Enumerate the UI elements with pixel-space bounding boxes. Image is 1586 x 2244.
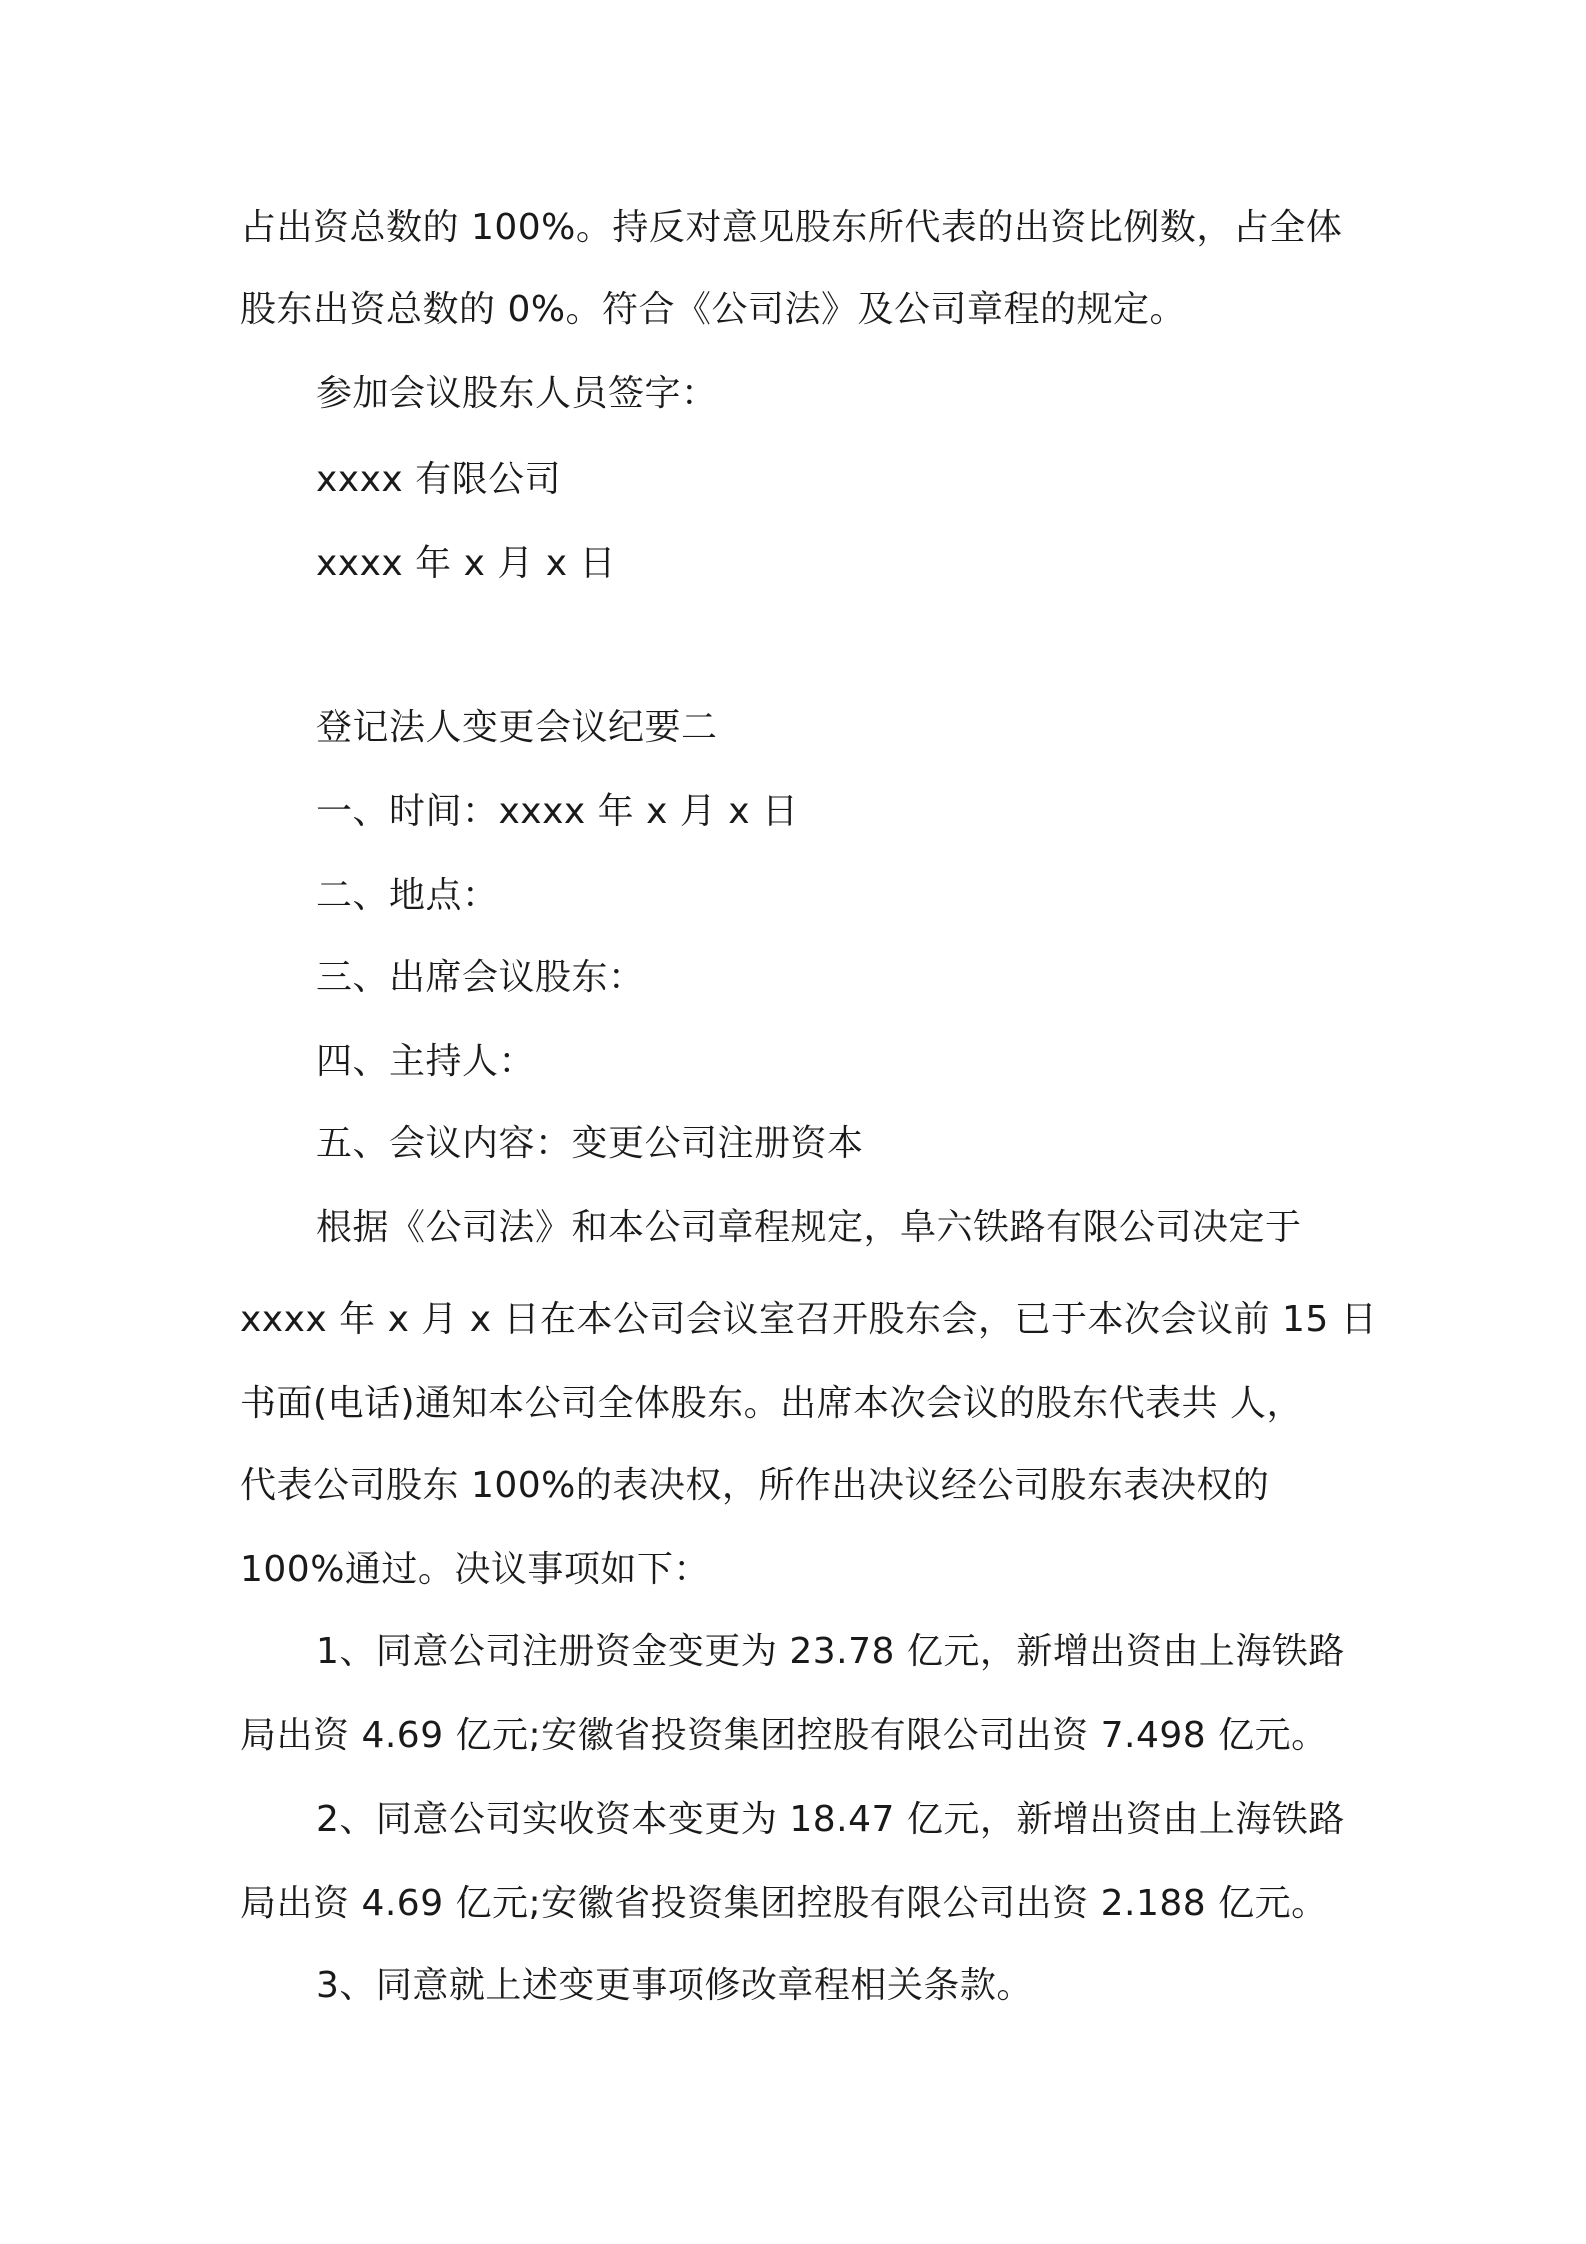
- paragraph-1-line-2: 股东出资总数的 0%。符合《公司法》及公司章程的规定。: [240, 289, 1187, 330]
- resolution-1-line-1: 1、同意公司注册资金变更为 23.78 亿元，新增出资由上海铁路: [316, 1631, 1345, 1672]
- paragraph-2-line-1: 根据《公司法》和本公司章程规定，阜六铁路有限公司决定于: [316, 1207, 1302, 1248]
- item-time: 一、时间：xxxx 年 x 月 x 日: [316, 791, 799, 832]
- date-line: xxxx 年 x 月 x 日: [316, 543, 617, 584]
- resolution-2-line-2: 局出资 4.69 亿元;安徽省投资集团控股有限公司出资 2.188 亿元。: [240, 1883, 1328, 1924]
- paragraph-2-line-4: 代表公司股东 100%的表决权，所作出决议经公司股东表决权的: [240, 1465, 1270, 1506]
- item-attendees: 三、出席会议股东：: [316, 957, 645, 998]
- paragraph-2-line-3: 书面(电话)通知本公司全体股东。出席本次会议的股东代表共 人，: [240, 1383, 1304, 1424]
- resolution-2-line-1: 2、同意公司实收资本变更为 18.47 亿元，新增出资由上海铁路: [316, 1799, 1345, 1840]
- resolution-3-line-1: 3、同意就上述变更事项修改章程相关条款。: [316, 1965, 1033, 2006]
- paragraph-2-line-5: 100%通过。决议事项如下：: [240, 1549, 710, 1590]
- paragraph-1-line-1: 占出资总数的 100%。持反对意见股东所代表的出资比例数，占全体: [240, 207, 1343, 248]
- item-content: 五、会议内容：变更公司注册资本: [316, 1123, 864, 1164]
- section-title: 登记法人变更会议纪要二: [316, 707, 718, 748]
- item-place: 二、地点：: [316, 875, 499, 916]
- item-host: 四、主持人：: [316, 1041, 536, 1082]
- resolution-1-line-2: 局出资 4.69 亿元;安徽省投资集团控股有限公司出资 7.498 亿元。: [240, 1715, 1328, 1756]
- paragraph-2-line-2: xxxx 年 x 月 x 日在本公司会议室召开股东会，已于本次会议前 15 日: [240, 1299, 1378, 1340]
- company-name: xxxx 有限公司: [316, 459, 562, 500]
- signature-label: 参加会议股东人员签字：: [316, 373, 718, 414]
